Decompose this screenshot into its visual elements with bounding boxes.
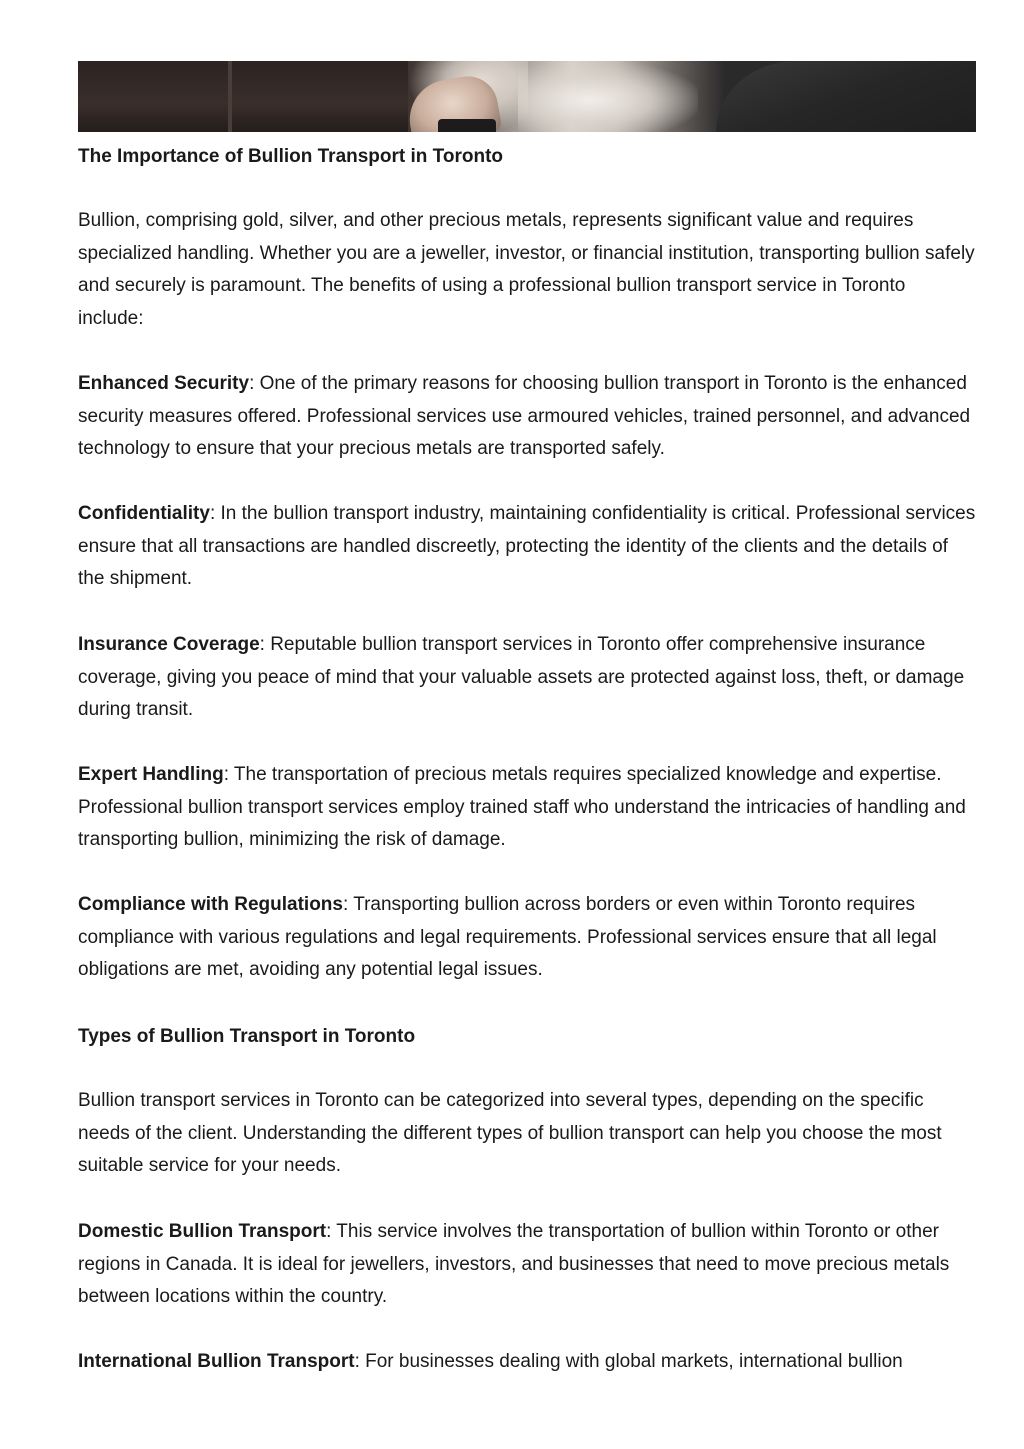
photo-coat-right <box>716 61 976 132</box>
benefit-paragraph-compliance <box>78 889 976 987</box>
type-paragraph-international <box>78 1346 976 1379</box>
section-heading-types: Types of Bullion Transport in Toronto <box>78 1026 416 1047</box>
section-heading-importance: The Importance of Bullion Transport in Toronto <box>78 146 504 167</box>
benefit-term: Confidentiality <box>78 503 210 524</box>
benefit-text: : The transportation of precious metals requires specialized knowledge and expertise. Professional bullion transport services employ trained staff who understand the intricacies of handling and transporting bullion, minimizing the risk of damage. <box>78 764 966 850</box>
document-page <box>78 0 976 1372</box>
benefit-term: Enhanced Security <box>78 373 250 394</box>
type-paragraph-domestic <box>78 1216 976 1314</box>
benefit-text: : Reputable bullion transport services in Toronto offer comprehensive insurance coverage, giving you peace of mind that your valuable assets are protected against loss, theft, or damage during transit. <box>78 634 965 720</box>
types-intro-paragraph: Bullion transport services in Toronto can be categorized into several types, depending on the specific needs of the client. Understanding the different types of bullion transport can help you choose the most suitable service for your needs. <box>78 1090 942 1176</box>
benefit-term: Insurance Coverage <box>78 634 260 655</box>
benefit-paragraph-security <box>78 368 976 466</box>
benefit-text: : Transporting bullion across borders or even within Toronto requires compliance with various regulations and legal requirements. Professional services ensure that all legal obligations are met, avoiding any potential legal issues. <box>78 894 937 980</box>
type-text: : This service involves the transportation of bullion within Toronto or other regions in Canada. It is ideal for jewellers, investors, and businesses that need to move precious metals between locations within the country. <box>78 1221 950 1307</box>
benefit-text: : In the bullion transport industry, maintaining confidentiality is critical. Professional services ensure that all transactions are handled discreetly, protecting the identity of the clients and the details of the shipment. <box>78 503 976 589</box>
benefit-term: Expert Handling <box>78 764 224 785</box>
bullion-transport-photo <box>78 61 976 132</box>
benefit-term: Compliance with Regulations <box>78 894 343 915</box>
type-term: International Bullion Transport <box>78 1351 355 1372</box>
benefit-paragraph-insurance <box>78 629 976 727</box>
type-term: Domestic Bullion Transport <box>78 1221 327 1242</box>
benefit-paragraph-handling <box>78 759 976 857</box>
intro-paragraph: Bullion, comprising gold, silver, and other precious metals, represents significant value and requires specialized handling. Whether you are a jeweller, investor, or financial institution, transporting bullion safely and securely is paramount. The benefits of using a professional bullion transport service in Toronto include: <box>78 210 975 329</box>
benefit-text: : One of the primary reasons for choosing bullion transport in Toronto is the enhanced security measures offered. Professional services use armoured vehicles, trained personnel, and advanced technology to ensure that your precious metals are transported safely. <box>78 373 971 459</box>
type-text: : For businesses dealing with global markets, international bullion <box>354 1351 903 1372</box>
photo-sleeve-left <box>78 61 408 132</box>
photo-case-handle <box>438 119 496 132</box>
benefit-paragraph-confidentiality <box>78 498 976 596</box>
